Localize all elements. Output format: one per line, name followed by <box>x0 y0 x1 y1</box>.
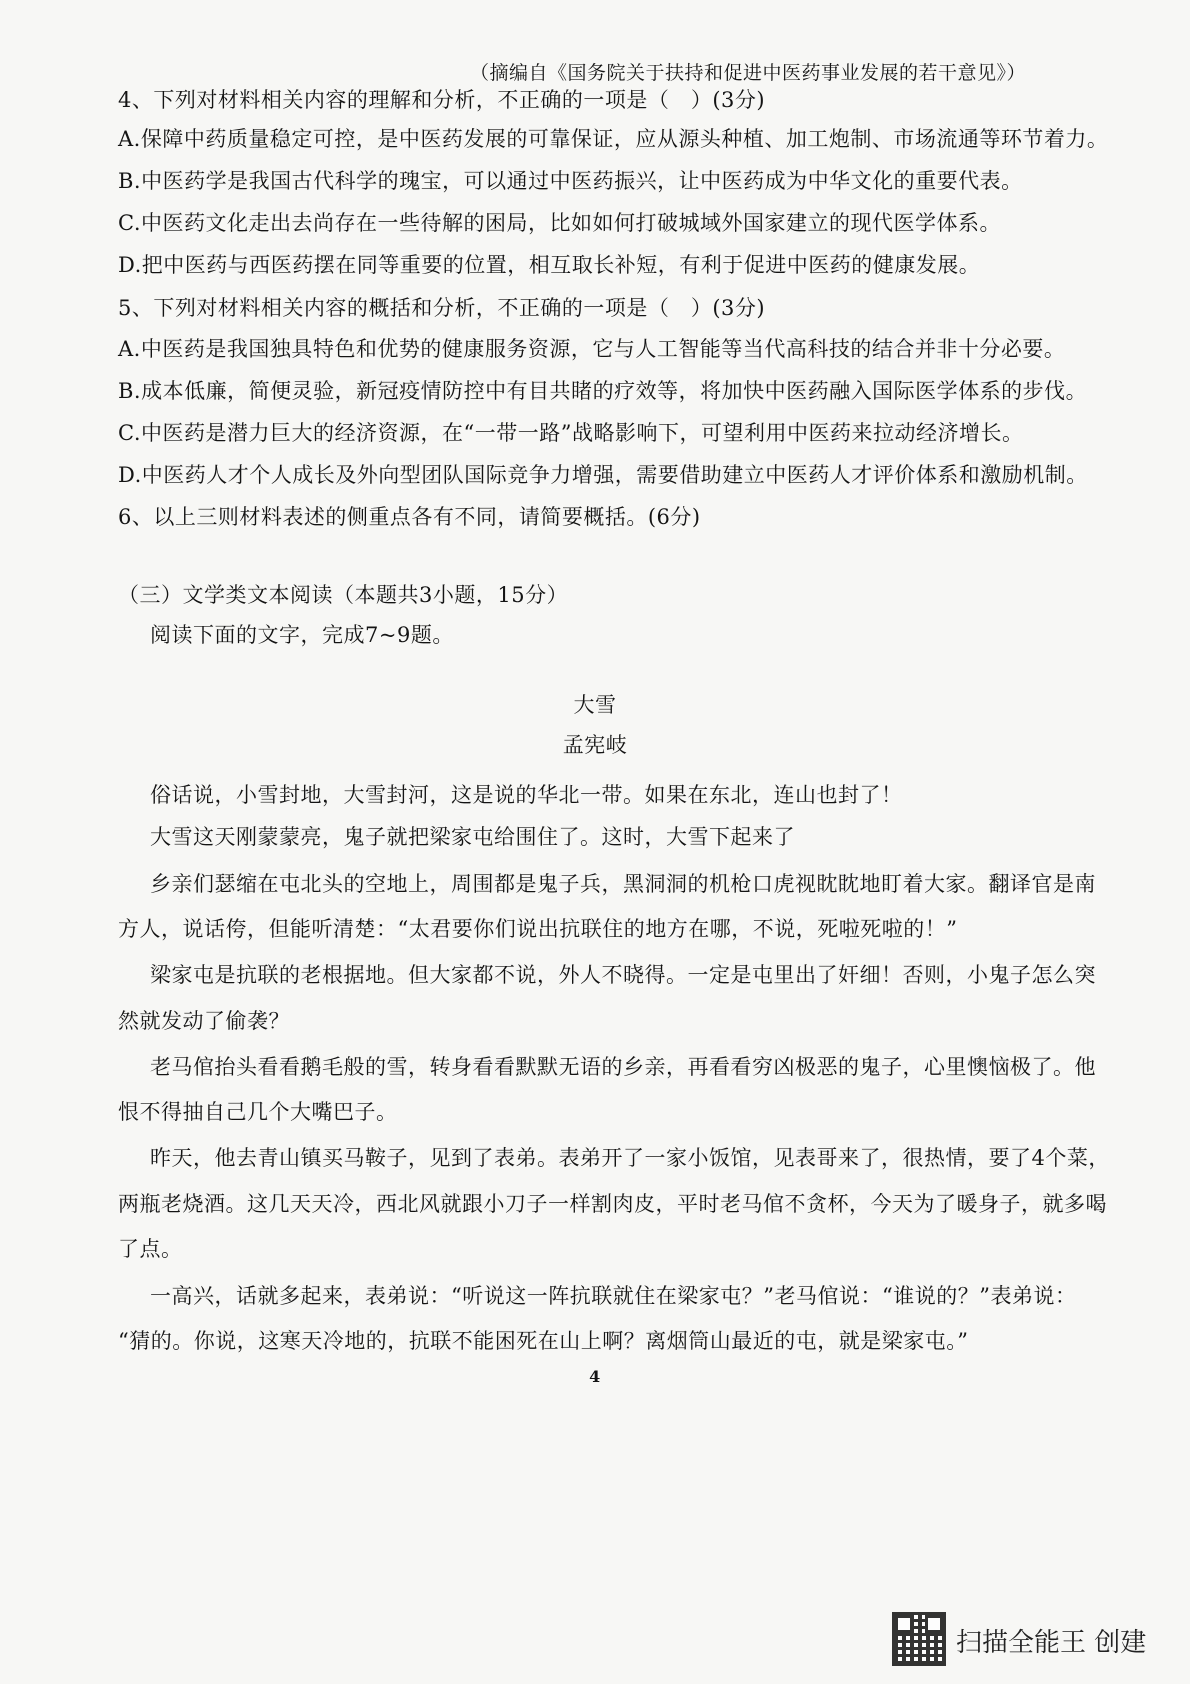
story-line: “猜的。你说，这寒天冷地的，抗联不能困死在山上啊？离烟筒山最近的屯，就是梁家屯。” <box>118 1329 969 1353</box>
q5-option-d: D.中医药人才个人成长及外向型团队国际竞争力增强，需要借助建立中医药人才评价体系和激励机制。 <box>118 463 1088 487</box>
story-line: 昨天，他去青山镇买马鞍子，见到了表弟。表弟开了一家小饭馆，见表哥来了，很热情，要了4个菜， <box>150 1146 1110 1170</box>
section3-instruction: 阅读下面的文字，完成7~9题。 <box>150 623 454 647</box>
section3-header: （三）文学类文本阅读（本题共3小题，15分） <box>118 583 569 607</box>
story-line: 乡亲们瑟缩在屯北头的空地上，周围都是鬼子兵，黑洞洞的机枪口虎视眈眈地盯着大家。翻译官是南 <box>150 872 1096 896</box>
story-line: 了点。 <box>118 1237 183 1261</box>
q4-option-c: C.中医药文化走出去尚存在一些待解的困局，比如如何打破城域外国家建立的现代医学体系。 <box>118 211 1001 235</box>
scanner-brand-label: 扫描全能王 创建 <box>956 1628 1147 1658</box>
story-line: 老马倌抬头看看鹅毛般的雪，转身看看默默无语的乡亲，再看看穷凶极恶的鬼子，心里懊恼极了。他 <box>150 1055 1096 1079</box>
q6-stem: 6、以上三则材料表述的侧重点各有不同，请简要概括。(6分) <box>118 505 701 529</box>
story-line: 两瓶老烧酒。这几天天冷，西北风就跟小刀子一样割肉皮，平时老马倌不贪杯，今天为了暖身子，就多喝 <box>118 1192 1107 1216</box>
q4-option-b: B.中医药学是我国古代科学的瑰宝，可以通过中医药振兴，让中医药成为中华文化的重要代表。 <box>118 169 1023 193</box>
story-line: 大雪这天刚蒙蒙亮，鬼子就把梁家屯给围住了。这时，大雪下起来了 <box>150 825 795 849</box>
story-line: 恨不得抽自己几个大嘴巴子。 <box>118 1100 398 1124</box>
story-line: 俗话说，小雪封地，大雪封河，这是说的华北一带。如果在东北，连山也封了！ <box>150 783 903 807</box>
q5-option-b: B.成本低廉，简便灵验，新冠疫情防控中有目共睹的疗效等，将加快中医药融入国际医学体系的步伐。 <box>118 379 1088 403</box>
story-line: 然就发动了偷袭？ <box>118 1009 290 1033</box>
page-number: 4 <box>589 1367 601 1386</box>
q5-option-c: C.中医药是潜力巨大的经济资源，在“一带一路”战略影响下，可望利用中医药来拉动经济增长。 <box>118 421 1024 445</box>
scanner-watermark <box>892 1612 1162 1668</box>
story-line: 梁家屯是抗联的老根据地。但大家都不说，外人不晓得。一定是屯里出了奸细！否则，小鬼子怎么突 <box>150 963 1096 987</box>
story-line: 方人，说话侉，但能听清楚：“太君要你们说出抗联住的地方在哪，不说，死啦死啦的！” <box>118 917 958 941</box>
q4-option-d: D.把中医药与西医药摆在同等重要的位置，相互取长补短，有利于促进中医药的健康发展。 <box>118 253 981 277</box>
story-title: 大雪 <box>573 693 617 717</box>
q5-option-a: A.中医药是我国独具特色和优势的健康服务资源，它与人工智能等当代高科技的结合并非十分必要。 <box>118 337 1066 361</box>
source-note: （摘编自《国务院关于扶持和促进中医药事业发展的若干意见》） <box>470 62 1027 84</box>
story-line: 一高兴，话就多起来，表弟说：“听说这一阵抗联就住在梁家屯？”老马倌说：“谁说的？”表弟说： <box>150 1284 1077 1308</box>
q4-option-a: A.保障中药质量稳定可控，是中医药发展的可靠保证，应从源头种植、加工炮制、市场流通等环节着力。 <box>118 127 1109 151</box>
q4-stem: 4、下列对材料相关内容的理解和分析，不正确的一项是（ ）(3分) <box>118 88 766 112</box>
q5-stem: 5、下列对材料相关内容的概括和分析，不正确的一项是（ ）(3分) <box>118 296 766 320</box>
story-author: 孟宪岐 <box>562 733 628 757</box>
qr-code-icon <box>892 1612 946 1666</box>
